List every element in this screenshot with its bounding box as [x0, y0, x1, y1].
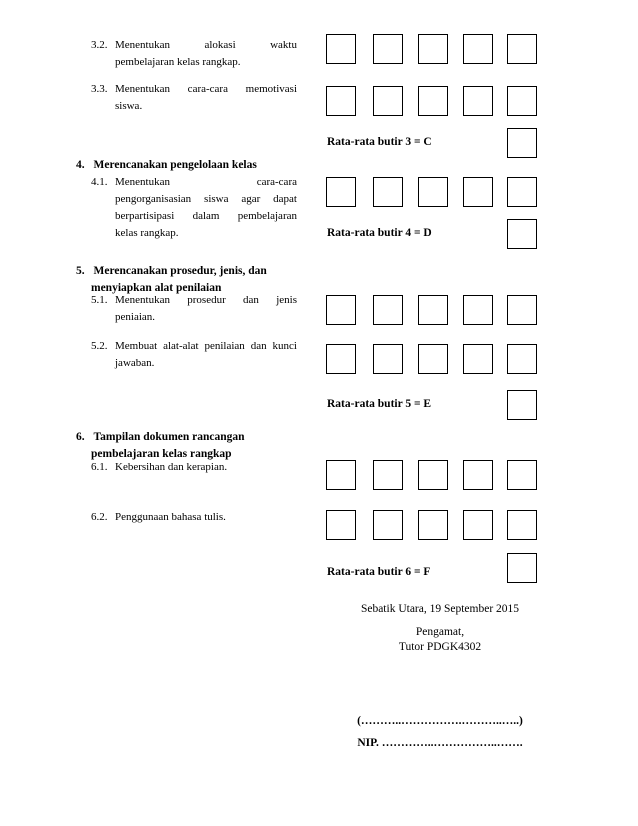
score-box[interactable]	[463, 86, 493, 116]
average-box[interactable]	[507, 128, 537, 158]
average-label-6: Rata-rata butir 6 = F	[327, 566, 431, 578]
item-3-3	[91, 81, 297, 115]
score-box[interactable]	[418, 344, 448, 374]
score-box[interactable]	[463, 177, 493, 207]
score-box[interactable]	[507, 460, 537, 490]
score-box[interactable]	[326, 344, 356, 374]
observer-role: Pengamat,	[415, 626, 465, 638]
heading-text: Merencanakan prosedur, jenis, dan	[93, 265, 267, 277]
score-box[interactable]	[326, 34, 356, 64]
average-box[interactable]	[507, 390, 537, 420]
heading-number: 4.	[76, 159, 85, 171]
signature-name-blank: (………..…………….………..…..)	[357, 715, 523, 727]
score-box[interactable]	[373, 86, 403, 116]
average-label-4: Rata-rata butir 4 = D	[327, 227, 432, 239]
score-box[interactable]	[373, 295, 403, 325]
score-box[interactable]	[463, 34, 493, 64]
score-box[interactable]	[507, 344, 537, 374]
item-number: 5.2.	[91, 340, 108, 352]
item-text-line: jawaban.	[115, 357, 155, 369]
average-box[interactable]	[507, 553, 537, 583]
score-box[interactable]	[507, 86, 537, 116]
heading-number: 5.	[76, 265, 85, 277]
score-box[interactable]	[326, 295, 356, 325]
score-box[interactable]	[507, 177, 537, 207]
score-box[interactable]	[507, 295, 537, 325]
average-box[interactable]	[507, 219, 537, 249]
item-text-line: Menentukan cara-cara memotivasi	[115, 83, 297, 95]
item-5-2	[91, 338, 297, 372]
score-box[interactable]	[418, 510, 448, 540]
item-4-1	[91, 174, 297, 242]
score-box[interactable]	[326, 460, 356, 490]
item-5-1	[91, 292, 297, 326]
item-number: 3.3.	[91, 83, 108, 95]
heading-text: Tampilan dokumen rancangan	[93, 431, 245, 443]
average-label-3: Rata-rata butir 3 = C	[327, 136, 432, 148]
section-heading-4	[76, 157, 257, 174]
section-heading-6-cont: pembelajaran kelas rangkap	[91, 448, 232, 460]
score-box[interactable]	[418, 177, 448, 207]
item-number: 3.2.	[91, 39, 108, 51]
score-box[interactable]	[463, 510, 493, 540]
section-heading-6	[76, 429, 245, 446]
item-number: 6.1.	[91, 461, 108, 473]
score-box[interactable]	[507, 34, 537, 64]
score-box[interactable]	[507, 510, 537, 540]
score-box[interactable]	[463, 344, 493, 374]
score-box[interactable]	[463, 295, 493, 325]
score-box[interactable]	[373, 510, 403, 540]
item-text-line: kelas rangkap.	[115, 227, 179, 239]
item-text-line: Menentukan alokasi waktu	[115, 39, 297, 51]
observer-title: Tutor PDGK4302	[398, 641, 482, 653]
score-box[interactable]	[373, 177, 403, 207]
section-heading-5-cont: menyiapkan alat penilaian	[91, 282, 222, 294]
score-box[interactable]	[373, 344, 403, 374]
item-text-line: Penggunaan bahasa tulis.	[115, 511, 226, 523]
item-text-line: Kebersihan dan kerapian.	[115, 461, 228, 473]
score-box[interactable]	[373, 34, 403, 64]
item-text-line: pembelajaran kelas rangkap.	[115, 56, 241, 68]
place-date: Sebatik Utara, 19 September 2015	[360, 603, 520, 615]
score-box[interactable]	[418, 460, 448, 490]
item-text-line: Menentukan prosedur dan jenis	[115, 294, 297, 306]
item-text-line: pengorganisasian siswa agar dapat	[115, 193, 297, 205]
item-text-line: siswa.	[115, 100, 143, 112]
score-box[interactable]	[326, 177, 356, 207]
item-text-line: berpartisipasi dalam pembelajaran	[115, 210, 297, 222]
item-text-line: peniaian.	[115, 311, 156, 323]
signature-nip: NIP. …………..……………..…….	[357, 737, 523, 749]
score-box[interactable]	[418, 295, 448, 325]
section-heading-5	[76, 263, 267, 280]
heading-text: Merencanakan pengelolaan kelas	[93, 159, 257, 171]
score-box[interactable]	[418, 86, 448, 116]
item-number: 4.1.	[91, 176, 108, 188]
item-number: 5.1.	[91, 294, 108, 306]
score-box[interactable]	[326, 86, 356, 116]
score-box[interactable]	[326, 510, 356, 540]
item-text-line: Membuat alat-alat penilaian dan kunci	[115, 340, 297, 352]
score-box[interactable]	[418, 34, 448, 64]
item-3-2	[91, 37, 297, 71]
average-label-5: Rata-rata butir 5 = E	[327, 398, 432, 410]
heading-number: 6.	[76, 431, 85, 443]
score-box[interactable]	[373, 460, 403, 490]
score-box[interactable]	[463, 460, 493, 490]
item-text-line: Menentukan cara-cara	[115, 176, 297, 188]
item-number: 6.2.	[91, 511, 108, 523]
